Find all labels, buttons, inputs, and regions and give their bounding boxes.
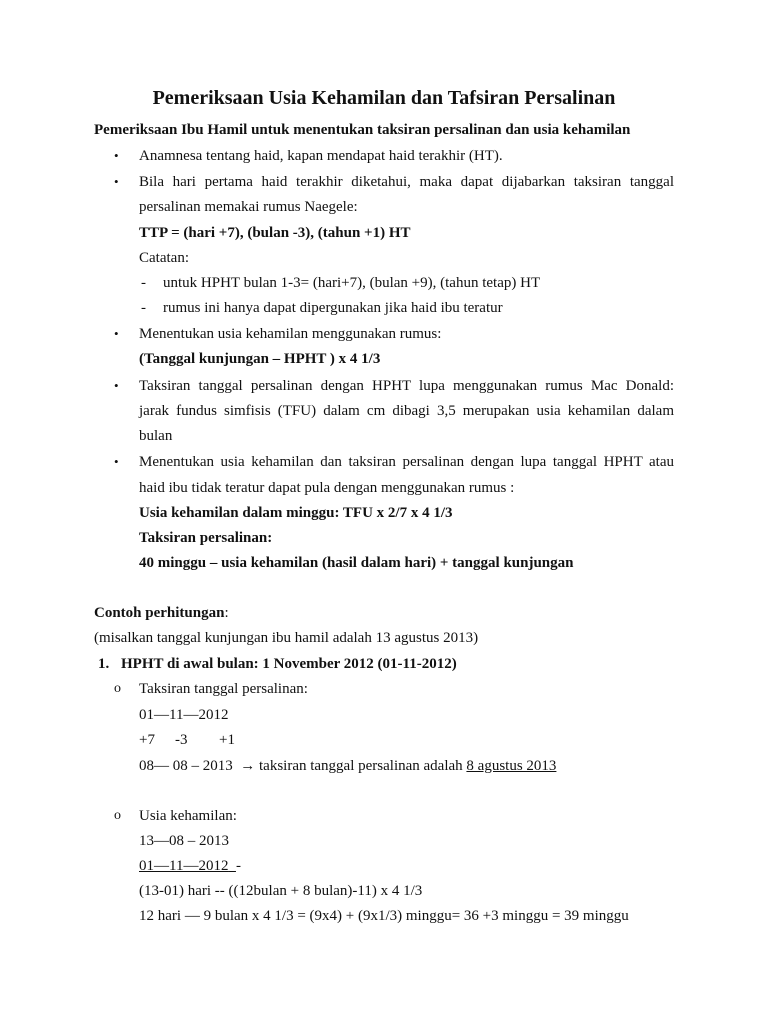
minus-sign: - [235, 858, 241, 874]
result-date: 08— 08 – 2013 [139, 758, 233, 774]
sub-1-result [139, 757, 556, 775]
example-assumption: (misalkan tanggal kunjungan ibu hamil adalah 13 agustus 2013) [94, 630, 479, 646]
bullet-5-line-1: Menentukan usia kehamilan dan taksiran persalinan dengan lupa tanggal HPHT atau [139, 454, 674, 470]
sub-2-visit-date: 13—08 – 2013 [139, 833, 229, 849]
sub-2-label: Usia kehamilan: [139, 808, 237, 824]
example-heading-colon: : [224, 605, 229, 621]
item-1-label: HPHT di awal bulan: 1 November 2012 (01-11-2012) [121, 656, 457, 672]
example-heading [94, 604, 229, 622]
result-text: taksiran tanggal persalinan adalah [259, 758, 463, 774]
bullet-1-text: Anamnesa tentang haid, kapan mendapat haid terakhir (HT). [139, 148, 503, 164]
bullet-5-line-2: haid ibu tidak teratur dapat pula dengan menggunakan rumus : [139, 480, 515, 496]
bullet-marker: • [114, 326, 119, 341]
right-arrow-icon: → [240, 758, 256, 774]
note-1: untuk HPHT bulan 1-3= (hari+7), (bulan +9), (tahun tetap) HT [163, 275, 541, 291]
open-bullet-marker: o [114, 808, 121, 823]
usia-formula: (Tanggal kunjungan – HPHT ) x 4 1/3 [139, 351, 381, 367]
sub-1-additions [139, 731, 233, 749]
result-date-final: 8 agustus 2013 [466, 758, 557, 774]
example-heading-text: Contoh perhitungan [94, 605, 225, 621]
catatan-label: Catatan: [139, 250, 189, 266]
dash-marker: - [141, 300, 146, 316]
sub-2-hpht-date: 01—11—2012 [139, 858, 229, 874]
page-title: Pemeriksaan Usia Kehamilan dan Tafsiran Persalinan [152, 87, 616, 109]
bullet-4-line-1: Taksiran tanggal persalinan dengan HPHT lupa menggunakan rumus Mac Donald: [139, 378, 674, 394]
bullet-4-line-3: bulan [139, 428, 173, 444]
dash-marker: - [141, 275, 146, 291]
section-subtitle: Pemeriksaan Ibu Hamil untuk menentukan taksiran persalinan dan usia kehamilan [94, 122, 631, 138]
naegele-formula: TTP = (hari +7), (bulan -3), (tahun +1) HT [139, 225, 411, 241]
add-year: +1 [219, 732, 235, 748]
bullet-2-line-1: Bila hari pertama haid terakhir diketahui, maka dapat dijabarkan taksiran tanggal [139, 174, 674, 190]
bullet-marker: • [114, 378, 119, 393]
sub-2-calc-2: 12 hari — 9 bulan x 4 1/3 = (9x4) + (9x1/3) minggu= 36 +3 minggu = 39 minggu [139, 908, 629, 924]
bullet-2-line-2: persalinan memakai rumus Naegele: [139, 199, 358, 215]
open-bullet-marker: o [114, 681, 121, 696]
sub-2-calc-1: (13-01) hari -- ((12bulan + 8 bulan)-11) x 4 1/3 [139, 883, 423, 899]
item-1-number: 1. [98, 656, 110, 672]
bullet-marker: • [114, 454, 119, 469]
bullet-3-line-1: Menentukan usia kehamilan menggunakan rumus: [139, 326, 442, 342]
bullet-marker: • [114, 148, 119, 163]
add-day: +7 [139, 732, 155, 748]
sub-1-date: 01—11—2012 [139, 707, 229, 723]
sub-1-label: Taksiran tanggal persalinan: [139, 681, 308, 697]
taksiran-formula: 40 minggu – usia kehamilan (hasil dalam hari) + tanggal kunjungan [139, 555, 574, 571]
taksiran-label: Taksiran persalinan: [139, 530, 273, 546]
note-2: rumus ini hanya dapat dipergunakan jika haid ibu teratur [163, 300, 503, 316]
bullet-4-line-2: jarak fundus simfisis (TFU) dalam cm dibagi 3,5 merupakan usia kehamilan dalam [139, 403, 674, 419]
bullet-marker: • [114, 174, 119, 189]
add-month: -3 [175, 732, 188, 748]
tfu-formula: Usia kehamilan dalam minggu: TFU x 2/7 x 4 1/3 [139, 505, 453, 521]
sub-2-hpht-row [139, 857, 241, 875]
